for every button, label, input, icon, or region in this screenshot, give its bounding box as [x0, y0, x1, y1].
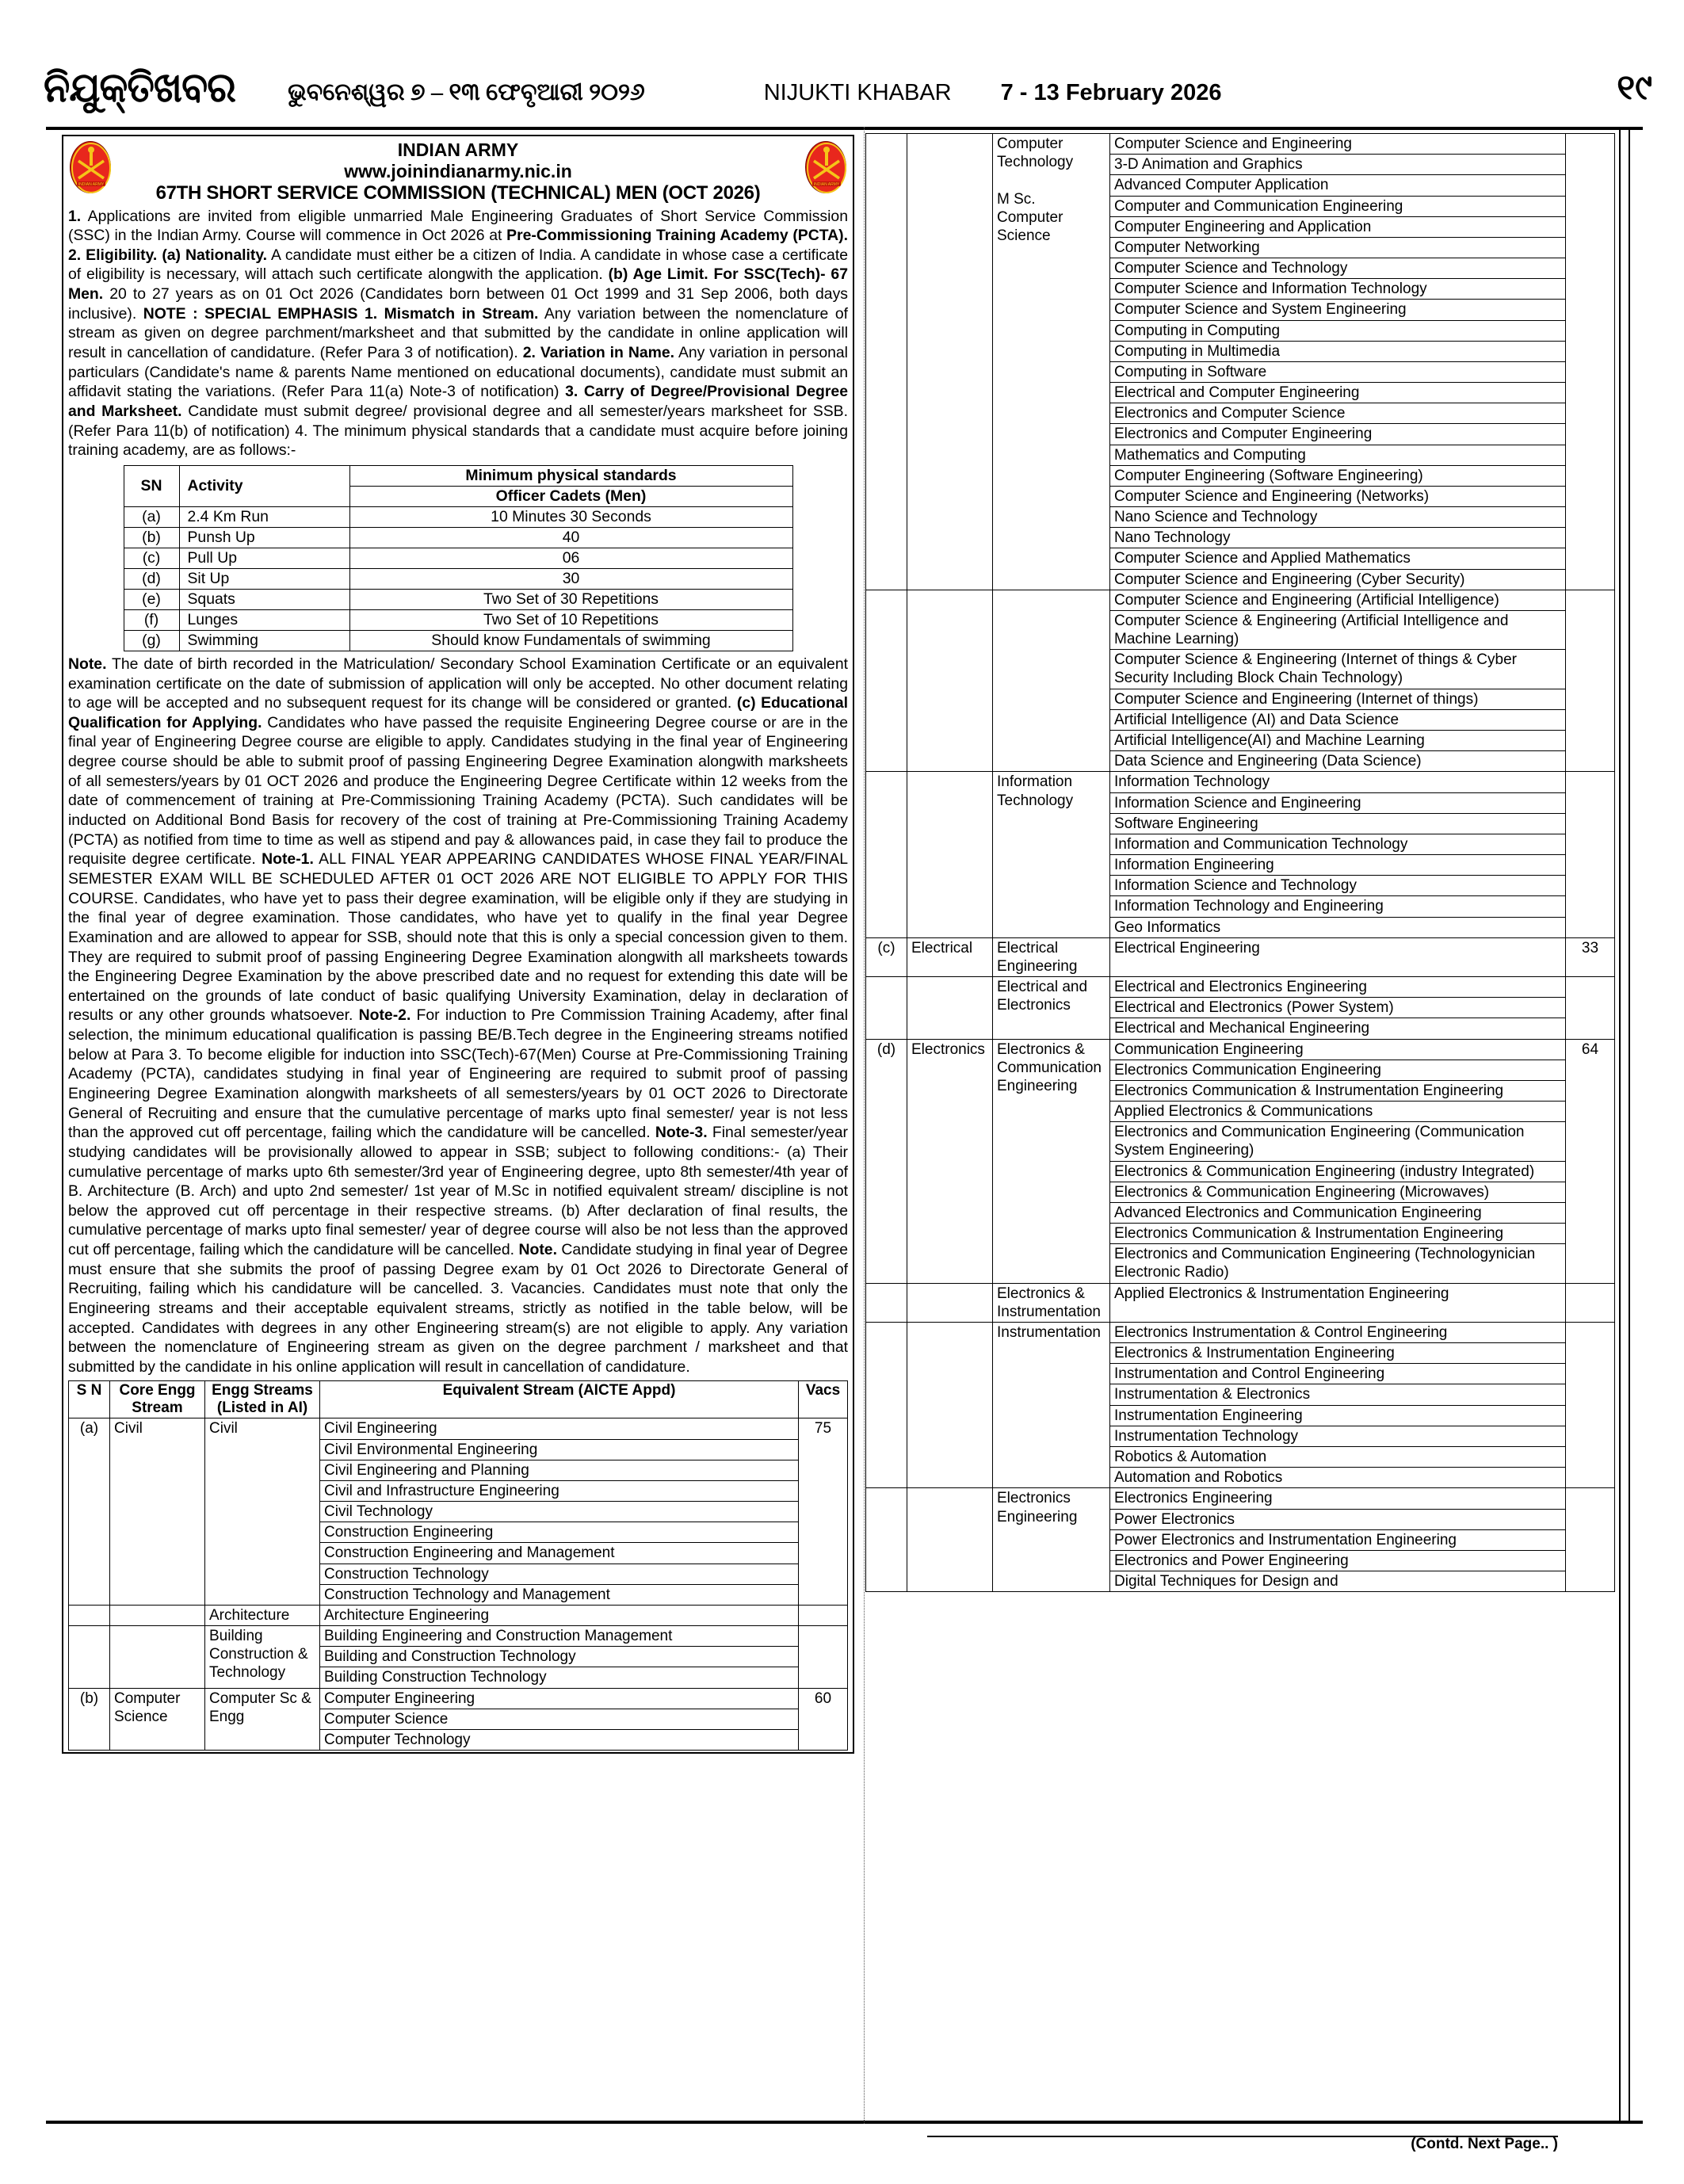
streams-cell-core	[110, 1605, 205, 1625]
streams-cell-engg: Electronics Engineering	[993, 1488, 1110, 1592]
ad-main-body: Note. The date of birth recorded in the Matriculation/ Secondary School Examination Certificate or an equivalent examination certificate on the date of submission of application will only be accepted. No other document relating to age will be accepted and no subsequent request for its change will be considered or granted. (c) Educational Qualification for Applying. Candidates who have passed the requisite Engineering Degree course or are in the final year of Engineering Degree course are eligible to apply. Candidates studying in the final year of Engineering degree course should be able to submit proof of passing Engineering Degree Examination alongwith marksheets of all semesters/years by 01 OCT 2026 and produce the Engineering Degree Certificate within 12 weeks from the date of commencement of training at Pre-Commissioning Training Academy (PCTA). Such candidates will be inducted on Additional Bond Basis for recovery of the cost of training at Pre-Commissioning Training Academy (PCTA) as notified from time to time as well as stipend and pay & allowances paid, in case they fail to produce the requisite degree certificate. Note-1. ALL FINAL YEAR APPEARING CANDIDATES WHOSE FINAL YEAR/FINAL SEMESTER EXAM WILL BE SCHEDULED AFTER 01 OCT 2026 ARE NOT ELIGIBLE TO APPLY FOR THIS COURSE. Candidates, who have yet to pass their degree examination, will be eligible only if they are studying in the final year of degree examination. Those candidates, who have yet to qualify in the final year Degree Examination and are allowed to appear for SSB, should note that this is only a special concession given to them. They are required to submit proof of passing Engineering Degree Examination alongwith all marksheets towards the Engineering Degree Examination by the above prescribed date and no request for extending this date will be entertained on the grounds of late conduct of basic qualifying University Examination, delay in declaration of results or any other grounds whatsoever. Note-2. For induction to Pre Commission Training Academy, after final selection, the minimum educational qualification is passing BE/B.Tech degree in the Engineering streams notified below at Para 3. To become eligible for induction into SSC(Tech)-67(Men) Course at Pre-Commissioning Training Academy (PCTA), candidates studying in final year of Engineering are required to submit proof of passing Engineering Degree Examination alongwith marksheets of all semesters/years by 01 OCT 2026 to Directorate General of Recruiting and ensure that the cumulative percentage of marks upto final semester/ year is not less than the approved cut off percentage, failing which the candidature will be cancelled. Note-3. Final semester/year studying candidates will be provisionally allowed to appear in SSB; subject to following conditions:- (a) Their cumulative percentage of marks upto 6th semester/3rd year of Engineering degree, upto 8th semester/4th year of B. Architecture (B. Arch) and upto 2nd semester/ 1st year of M.Sc in notified equivalent stream/ discipline is not below the approved cut off percentage in their respective streams. (b) After declaration of final results, the cumulative percentage of marks upto final semester/ year of degree course will also be not less than the approved cut off percentage, failing which the candidature will be cancelled. Note. Candidate studying in final year of Degree must ensure that she submits the proof of passing Degree exam by 01 Oct 2026 to Directorate General of Recruiting, failing which his candidature will be cancelled. 3. Vacancies. Candidates must note that only the Engineering streams and their acceptable equivalent streams, strictly as notified in the table below, will be accepted. Candidates with degrees in any other Engineering stream(s) are not eligible to apply. Any variation between the nomenclature of Engineering stream as given on the degree parchment / marksheet and that submitted by the candidate in his online application will result in cancellation of candidature.	[68, 655, 849, 1376]
streams-cell-vacs	[1566, 977, 1615, 1040]
streams-cell-equivalent: Electronics and Communication Engineering (Technologynician Electronic Radio)	[1110, 1244, 1566, 1283]
streams-cell-equivalent: Electronics Communication & Instrumentation Engineering	[1110, 1080, 1566, 1101]
streams-cell-equivalent: Building Engineering and Construction Management	[320, 1626, 799, 1647]
phys-cell-activity: Sit Up	[179, 568, 349, 589]
streams-cell-equivalent: Architecture Engineering	[320, 1605, 799, 1625]
page-number: ୧୯	[1617, 68, 1652, 107]
streams-cell-equivalent: Instrumentation & Electronics	[1110, 1384, 1566, 1405]
table-row	[124, 630, 792, 651]
streams-cell-equivalent: Artificial Intelligence(AI) and Machine Learning	[1110, 730, 1566, 750]
right-border-rule-outer	[1619, 127, 1621, 2124]
streams-cell-equivalent: Computer Science and Engineering	[1110, 134, 1566, 155]
streams-cell-core	[907, 1322, 993, 1487]
streams-cell-vacs	[1566, 1488, 1615, 1592]
streams-cell-engg: Architecture	[205, 1605, 320, 1625]
streams-cell-equivalent: Electronics and Power Engineering	[1110, 1550, 1566, 1571]
streams-cell-engg: Computer Sc & Engg	[205, 1688, 320, 1751]
phys-cell-standard: Two Set of 30 Repetitions	[349, 589, 792, 609]
streams-header-vacs: Vacs	[799, 1380, 848, 1418]
phys-header-activity: Activity	[179, 465, 349, 506]
streams-cell-equivalent: Instrumentation Engineering	[1110, 1405, 1566, 1426]
streams-cell-equivalent: Civil Environmental Engineering	[320, 1439, 799, 1460]
phys-cell-activity: Punsh Up	[179, 527, 349, 548]
streams-cell-equivalent: Electronics & Instrumentation Engineering	[1110, 1343, 1566, 1364]
streams-cell-equivalent: Computer Science and Applied Mathematics	[1110, 548, 1566, 569]
streams-cell-sn	[866, 1322, 907, 1487]
right-border-rule-inner	[1629, 127, 1630, 2124]
streams-cell-core: Electronics	[907, 1039, 993, 1283]
streams-cell-equivalent: Electronics and Computer Engineering	[1110, 424, 1566, 445]
streams-cell-sn	[69, 1605, 110, 1625]
streams-cell-equivalent: Robotics & Automation	[1110, 1447, 1566, 1468]
streams-cell-equivalent: Electrical Engineering	[1110, 937, 1566, 976]
streams-cell-engg: Computer Technology M Sc. Computer Science	[993, 134, 1110, 590]
table-row	[124, 527, 792, 548]
streams-cell-equivalent: Information Technology	[1110, 772, 1566, 792]
phys-cell-standard: 30	[349, 568, 792, 589]
streams-cell-equivalent: Artificial Intelligence (AI) and Data Science	[1110, 709, 1566, 730]
streams-cell-core	[907, 1283, 993, 1322]
streams-cell-equivalent: Computer Engineering and Application	[1110, 216, 1566, 237]
phys-cell-activity: Pull Up	[179, 548, 349, 568]
streams-cell-vacs	[1566, 590, 1615, 772]
streams-cell-equivalent: Computing in Software	[1110, 361, 1566, 382]
streams-cell-sn: (b)	[69, 1688, 110, 1751]
streams-cell-equivalent: Advanced Electronics and Communication Engineering	[1110, 1202, 1566, 1223]
streams-header-engg: Engg Streams (Listed in AI)	[205, 1380, 320, 1418]
table-row	[69, 1688, 848, 1709]
streams-cell-equivalent: Electronics Communication & Instrumentation Engineering	[1110, 1224, 1566, 1244]
phys-cell-activity: 2.4 Km Run	[179, 506, 349, 527]
streams-header-sn: S N	[69, 1380, 110, 1418]
streams-cell-equivalent: Computer Engineering (Software Engineering)	[1110, 465, 1566, 486]
streams-cell-core: Civil	[110, 1418, 205, 1606]
streams-cell-sn	[866, 1283, 907, 1322]
streams-cell-equivalent: Construction Engineering	[320, 1522, 799, 1543]
indian-army-crest-icon	[70, 141, 111, 193]
streams-cell-vacs	[1566, 1283, 1615, 1322]
streams-cell-equivalent: Electrical and Computer Engineering	[1110, 383, 1566, 403]
ad-website[interactable]: www.joinindianarmy.nic.in	[344, 161, 572, 182]
newspaper-logo: ନିଯୁକ୍ତିଖବର	[44, 66, 235, 111]
streams-cell-sn: (a)	[69, 1418, 110, 1606]
streams-cell-equivalent: Electronics Communication Engineering	[1110, 1060, 1566, 1080]
streams-body-left	[69, 1418, 848, 1751]
table-row	[866, 772, 1615, 792]
streams-cell-equivalent: Computer Science and Engineering (Cyber Security)	[1110, 569, 1566, 590]
streams-cell-engg: Civil	[205, 1418, 320, 1606]
phys-cell-activity: Lunges	[179, 609, 349, 630]
phys-cell-standard: 06	[349, 548, 792, 568]
streams-cell-equivalent: Civil Engineering and Planning	[320, 1460, 799, 1480]
streams-cell-sn	[866, 1488, 907, 1592]
streams-cell-equivalent: Information Science and Technology	[1110, 876, 1566, 896]
streams-cell-core	[907, 134, 993, 590]
streams-cell-sn: (c)	[866, 937, 907, 976]
streams-cell-equivalent: Construction Technology	[320, 1564, 799, 1584]
streams-cell-core	[907, 772, 993, 937]
streams-cell-core	[907, 1488, 993, 1592]
phys-cell-sn: (g)	[124, 630, 179, 651]
streams-cell-equivalent: Information Technology and Engineering	[1110, 896, 1566, 917]
streams-cell-equivalent: Computer Networking	[1110, 237, 1566, 258]
streams-cell-equivalent: Information Engineering	[1110, 855, 1566, 876]
streams-cell-core: Computer Science	[110, 1688, 205, 1751]
right-column	[865, 133, 1615, 2152]
phys-cell-activity: Swimming	[179, 630, 349, 651]
streams-cell-equivalent: Electronics Engineering	[1110, 1488, 1566, 1509]
streams-cell-equivalent: Building Construction Technology	[320, 1667, 799, 1688]
streams-cell-equivalent: Applied Electronics & Communications	[1110, 1102, 1566, 1122]
streams-cell-equivalent: Construction Technology and Management	[320, 1584, 799, 1605]
streams-cell-equivalent: Building and Construction Technology	[320, 1647, 799, 1667]
streams-cell-equivalent: Computer Science and Engineering (Networks)	[1110, 486, 1566, 506]
streams-cell-equivalent: Computing in Multimedia	[1110, 341, 1566, 361]
streams-cell-equivalent: Communication Engineering	[1110, 1039, 1566, 1060]
table-row	[124, 609, 792, 630]
streams-cell-equivalent: Information Science and Engineering	[1110, 792, 1566, 813]
streams-cell-equivalent: Electrical and Electronics Engineering	[1110, 977, 1566, 998]
streams-header-equiv: Equivalent Stream (AICTE Appd)	[320, 1380, 799, 1418]
indian-army-crest-icon	[805, 141, 846, 193]
indian-army-advertisement	[62, 135, 854, 1754]
streams-cell-core: Electrical	[907, 937, 993, 976]
streams-cell-vacs: 75	[799, 1418, 848, 1606]
streams-cell-equivalent: Electronics and Communication Engineering (Communication System Engineering)	[1110, 1122, 1566, 1161]
streams-cell-equivalent: Computer Science and Engineering (Artificial Intelligence)	[1110, 590, 1566, 610]
streams-cell-sn	[866, 977, 907, 1040]
phys-header-standards: Minimum physical standards	[349, 465, 792, 486]
streams-cell-engg: Building Construction & Technology	[205, 1626, 320, 1689]
streams-cell-engg: Electrical and Electronics	[993, 977, 1110, 1040]
streams-cell-equivalent: Computer Technology	[320, 1729, 799, 1750]
issue-date-range: 7 - 13 February 2026	[1000, 80, 1222, 105]
streams-cell-equivalent: Data Science and Engineering (Data Science)	[1110, 751, 1566, 772]
masthead	[0, 0, 1684, 119]
streams-cell-engg: Electronics & Communication Engineering	[993, 1039, 1110, 1283]
streams-cell-sn	[866, 134, 907, 590]
continued-next-page-label: (Contd. Next Page.. )	[1411, 2136, 1558, 2152]
phys-cell-sn: (e)	[124, 589, 179, 609]
streams-cell-equivalent: Instrumentation and Control Engineering	[1110, 1364, 1566, 1384]
streams-cell-equivalent: Construction Engineering and Management	[320, 1543, 799, 1564]
streams-cell-vacs: 64	[1566, 1039, 1615, 1283]
phys-cell-standard: 40	[349, 527, 792, 548]
streams-cell-equivalent: Instrumentation Technology	[1110, 1426, 1566, 1446]
streams-cell-equivalent: Computer and Communication Engineering	[1110, 196, 1566, 216]
streams-cell-equivalent: Computer Science and Technology	[1110, 258, 1566, 279]
phys-cell-sn: (d)	[124, 568, 179, 589]
phys-header-cadets: Officer Cadets (Men)	[349, 486, 792, 506]
phys-cell-sn: (b)	[124, 527, 179, 548]
table-row	[69, 1418, 848, 1439]
streams-cell-equivalent: Civil Technology	[320, 1502, 799, 1522]
streams-cell-engg: Electrical Engineering	[993, 937, 1110, 976]
streams-cell-sn	[69, 1626, 110, 1689]
streams-cell-sn: (d)	[866, 1039, 907, 1283]
phys-cell-standard: 10 Minutes 30 Seconds	[349, 506, 792, 527]
streams-cell-equivalent: Electrical and Mechanical Engineering	[1110, 1018, 1566, 1039]
streams-cell-equivalent: Computer Science & Engineering (Artificial Intelligence and Machine Learning)	[1110, 610, 1566, 649]
streams-cell-equivalent: Information and Communication Technology	[1110, 834, 1566, 854]
streams-cell-equivalent: Electrical and Electronics (Power System)	[1110, 998, 1566, 1018]
phys-header-sn: SN	[124, 465, 179, 506]
streams-cell-equivalent: Electronics and Computer Science	[1110, 403, 1566, 424]
table-row	[69, 1605, 848, 1625]
ad-header	[68, 139, 848, 205]
streams-cell-vacs: 33	[1566, 937, 1615, 976]
streams-cell-equivalent: Electronics Instrumentation & Control Engineering	[1110, 1322, 1566, 1342]
phys-cell-sn: (a)	[124, 506, 179, 527]
phys-cell-sn: (c)	[124, 548, 179, 568]
streams-cell-equivalent: Geo Informatics	[1110, 917, 1566, 937]
streams-cell-vacs	[1566, 1322, 1615, 1487]
table-row	[866, 937, 1615, 976]
ad-course-title: 67TH SHORT SERVICE COMMISSION (TECHNICAL) MEN (OCT 2026)	[155, 182, 761, 204]
streams-cell-core	[907, 590, 993, 772]
engineering-streams-table-left	[68, 1380, 848, 1751]
streams-cell-equivalent: Computer Science	[320, 1709, 799, 1729]
svg-text:INDIAN ARMY: INDIAN ARMY	[813, 182, 840, 187]
table-row	[866, 1322, 1615, 1342]
streams-cell-equivalent: Mathematics and Computing	[1110, 445, 1566, 465]
table-row	[124, 506, 792, 527]
streams-cell-equivalent: Civil Engineering	[320, 1418, 799, 1439]
streams-cell-equivalent: Applied Electronics & Instrumentation Engineering	[1110, 1283, 1566, 1322]
table-row	[866, 1488, 1615, 1509]
odia-dateline: ଭୁବନେଶ୍ୱର ୭ – ୧୩ ଫେବୃଆରୀ ୨୦୨୬	[288, 79, 645, 105]
streams-cell-sn	[866, 590, 907, 772]
table-row	[866, 977, 1615, 998]
streams-cell-vacs	[1566, 134, 1615, 590]
table-row	[124, 548, 792, 568]
streams-cell-equivalent: Computer Science and Information Technology	[1110, 279, 1566, 300]
table-row	[866, 134, 1615, 155]
streams-header-core: Core Engg Stream	[110, 1380, 205, 1418]
streams-cell-equivalent: Computer Engineering	[320, 1688, 799, 1709]
streams-body-right	[866, 134, 1615, 1592]
left-column	[62, 135, 854, 2116]
svg-text:INDIAN ARMY: INDIAN ARMY	[78, 182, 105, 187]
streams-cell-core	[907, 977, 993, 1040]
streams-cell-equivalent: Civil and Infrastructure Engineering	[320, 1480, 799, 1501]
phys-cell-standard: Should know Fundamentals of swimming	[349, 630, 792, 651]
table-row	[69, 1626, 848, 1647]
streams-cell-equivalent: Software Engineering	[1110, 813, 1566, 834]
engineering-streams-table-right	[865, 133, 1615, 1592]
streams-cell-equivalent: Digital Techniques for Design and	[1110, 1571, 1566, 1592]
table-row	[866, 1283, 1615, 1322]
physical-standards-table	[124, 465, 793, 651]
ad-org-name: INDIAN ARMY	[397, 139, 519, 160]
streams-cell-vacs	[1566, 772, 1615, 937]
streams-cell-equivalent: Computing in Computing	[1110, 320, 1566, 341]
streams-cell-core	[110, 1626, 205, 1689]
table-row	[124, 589, 792, 609]
streams-cell-equivalent: 3-D Animation and Graphics	[1110, 155, 1566, 175]
streams-cell-equivalent: Power Electronics and Instrumentation Engineering	[1110, 1529, 1566, 1550]
streams-cell-equivalent: Electronics & Communication Engineering (industry Integrated)	[1110, 1161, 1566, 1182]
phys-cell-sn: (f)	[124, 609, 179, 630]
streams-cell-engg: Information Technology	[993, 772, 1110, 937]
streams-cell-equivalent: Electronics & Communication Engineering (Microwaves)	[1110, 1182, 1566, 1202]
column-divider	[864, 127, 865, 2124]
streams-cell-engg: Electronics & Instrumentation	[993, 1283, 1110, 1322]
physical-standards-body	[124, 506, 792, 651]
streams-cell-vacs: 60	[799, 1688, 848, 1751]
streams-cell-sn	[866, 772, 907, 937]
streams-cell-equivalent: Advanced Computer Application	[1110, 175, 1566, 196]
table-row	[124, 568, 792, 589]
streams-cell-equivalent: Computer Science and Engineering (Internet of things)	[1110, 689, 1566, 709]
streams-cell-equivalent: Nano Technology	[1110, 528, 1566, 548]
streams-cell-engg: Instrumentation	[993, 1322, 1110, 1487]
newspaper-title-english: NIJUKTI KHABAR	[763, 80, 952, 105]
table-row	[866, 590, 1615, 610]
streams-cell-vacs	[799, 1626, 848, 1689]
ad-intro-paragraphs: 1. Applications are invited from eligible unmarried Male Engineering Graduates of Short Service Commission (SSC) in the Indian Army. Course will commence in Oct 2026 at Pre-Commissioning Training Academy (PCTA). 2. Eligibility. (a) Nationality. A candidate must either be a citizen of India. A candidate in whose case a certificate of eligibility is necessary, will attach such certificate alongwith the application. (b) Age Limit. For SSC(Tech)- 67 Men. 20 to 27 years as on 01 Oct 2026 (Candidates born between 01 Oct 1999 and 31 Sep 2006, both days inclusive). NOTE : SPECIAL EMPHASIS 1. Mismatch in Stream. Any variation between the nomenclature of stream as given on degree parchment/marksheet and that submitted by the candidate in online application will result in cancellation of candidature. (Refer Para 3 of notification). 2. Variation in Name. Any variation in personal particulars (Candidate's name & parents Name mentioned on educational documents), candidate must submit an affidavit stating the variations. (Refer Para 11(a) Note-3 of notification) 3. Carry of Degree/Provisional Degree and Marksheet. Candidate must submit degree/ provisional degree and all semester/years marksheet for SSB. (Refer Para 11(b) of notification) 4. The minimum physical standards that a candidate must acquire before joining training academy, are as follows:-	[68, 207, 849, 460]
streams-cell-equivalent: Power Electronics	[1110, 1509, 1566, 1529]
phys-cell-standard: Two Set of 10 Repetitions	[349, 609, 792, 630]
streams-cell-equivalent: Computer Science & Engineering (Internet of things & Cyber Security Including Block Chain Technology)	[1110, 650, 1566, 689]
streams-cell-engg	[993, 590, 1110, 772]
phys-cell-activity: Squats	[179, 589, 349, 609]
streams-cell-equivalent: Nano Science and Technology	[1110, 507, 1566, 528]
streams-cell-vacs	[799, 1605, 848, 1625]
streams-cell-equivalent: Computer Science and System Engineering	[1110, 300, 1566, 320]
streams-cell-equivalent: Automation and Robotics	[1110, 1468, 1566, 1488]
table-row	[866, 1039, 1615, 1060]
